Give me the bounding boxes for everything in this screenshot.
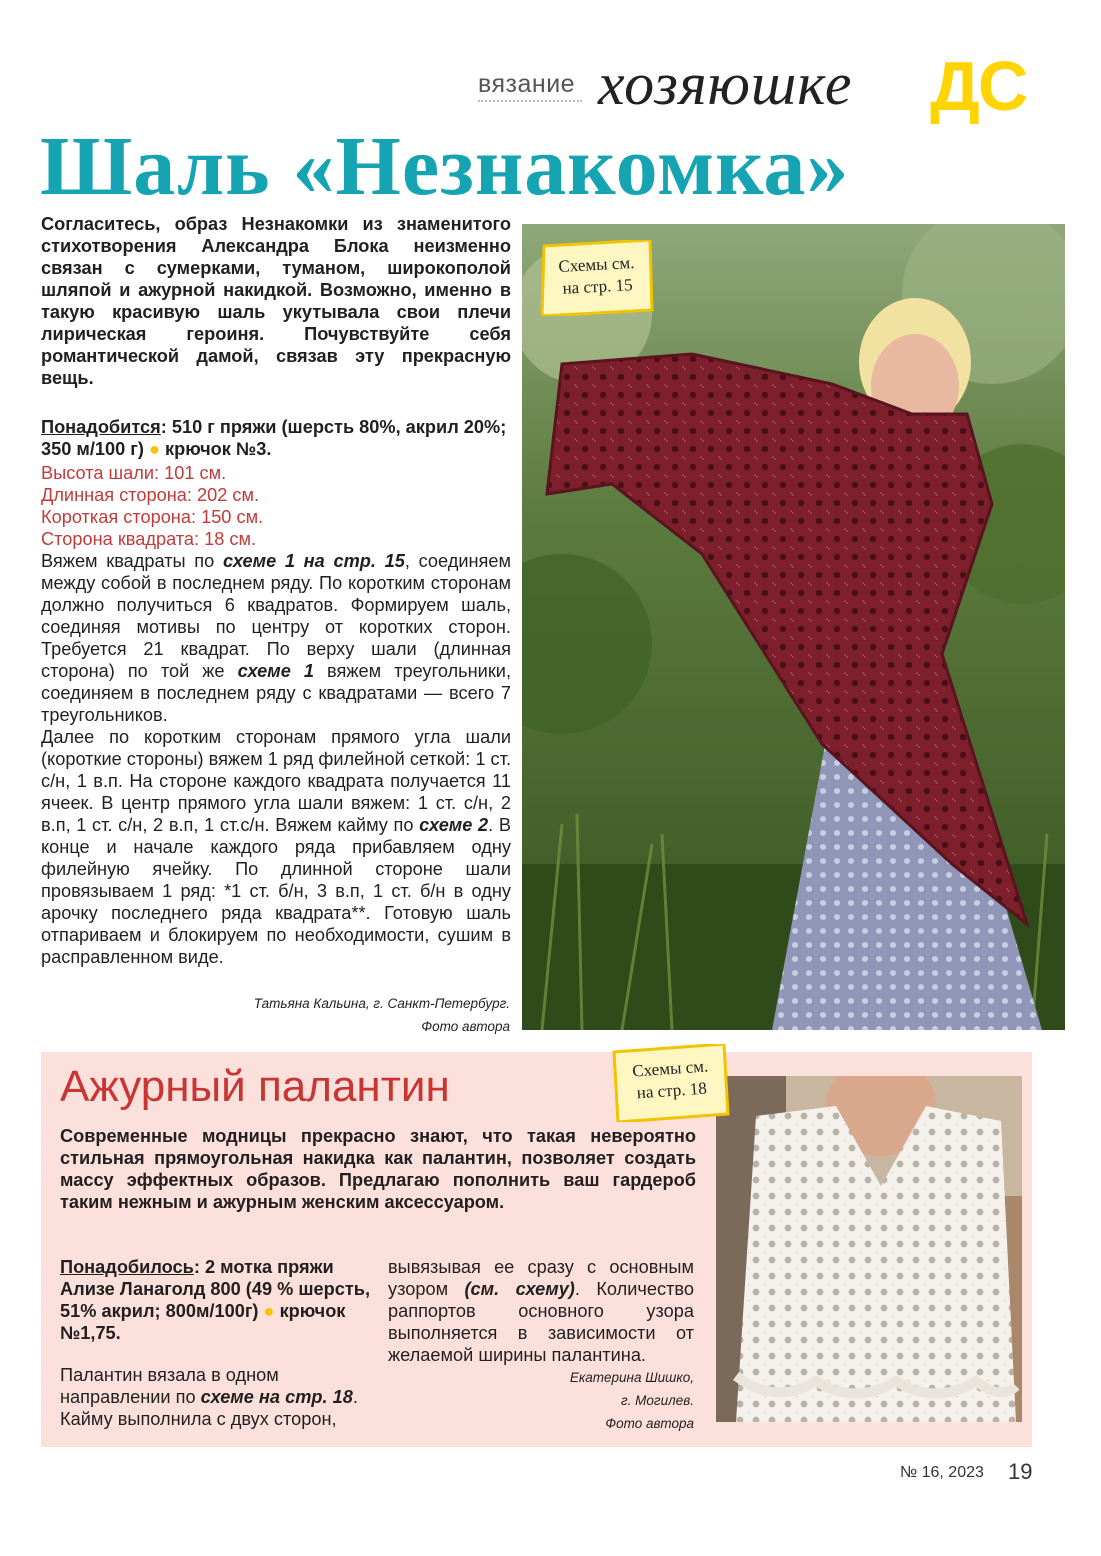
scheme-reference: схеме 2: [419, 815, 489, 835]
hook-text: крючок №1,75.: [60, 1301, 346, 1343]
wrap-photo: [716, 1076, 1022, 1422]
dimensions-list: [41, 462, 511, 550]
badge-line: Схемы см.: [557, 253, 635, 276]
materials-list: [41, 416, 511, 460]
author-name: Татьяна Кальина, г. Санкт-Петербург.: [253, 996, 510, 1011]
scheme-reference: схеме 1 на стр. 15: [222, 551, 405, 571]
badge-line: на стр. 15: [562, 275, 634, 298]
dimension-item: Сторона квадрата: 18 см.: [41, 529, 257, 549]
section-underline: [478, 100, 582, 102]
photo-credit: Фото автора: [421, 1019, 510, 1034]
instructions-paragraph: Вяжем квадраты по схеме 1 на стр. 15, соединяем между собой в последнем ряду. По коротким сторонам должно получиться 6 квадратов. Формируем шаль, соединяя мотивы по центру от коротких сторон. Требуется 21 квадрат. По верху шали (длинная сторона) по той же схеме 1 вяжем треугольники, соединяем в последнем ряду с квадратами — всего 7 треугольников.: [41, 551, 512, 725]
author-credit: [150, 992, 510, 1038]
instructions-paragraph: Далее по коротким сторонам прямого угла шали (короткие стороны) вяжем 1 ряд филейной сеткой: 1 ст. с/н, 1 в.п. На стороне каждого квадрата получается 11 ячеек. В центр прямого угла шали вяжем: 1 ст. с/н, 2 в.п, 1 ст. с/н, 2 в.п, 1 ст.с/н. Вяжем кайму по схеме 2. В конце и начале каждого ряда прибавляем одну филейную ячейку. По длинной стороне шали провязываем 1 ряд: *1 ст. б/н, 3 в.п, 1 ст. б/н в одну арочку последнего ряда квадрата**. Готовую шаль отпариваем и блокируем по необходимости, сушим в расправленном виде.: [41, 727, 511, 967]
brand-logo: ДС: [930, 47, 1027, 125]
dimension-item: Короткая сторона: 150 см.: [41, 507, 264, 527]
dimension-item: Высота шали: 101 см.: [41, 463, 227, 483]
author-name: Екатерина Шишко,: [569, 1370, 694, 1385]
page-number: 19: [1008, 1459, 1033, 1484]
article-intro: Согласитесь, образ Незнакомки из знаменитого стихотворения Александра Блока неизменно связан с сумерками, туманом, широкополой шляпой и ажурной накидкой. Возможно, именно в такую красивую шаль укутывала свои плечи лирическая героиня. Почувствуйте себя романтической дамой, связав эту прекрасную вещь.: [41, 214, 511, 388]
scheme-reference: схеме 1: [237, 661, 314, 681]
article-title: Ажурный палантин: [60, 1062, 450, 1111]
section-label: вязание: [478, 70, 576, 98]
instructions-body: [41, 550, 511, 968]
issue-number: № 16, 2023: [900, 1464, 984, 1481]
badge-line: Схемы см.: [631, 1056, 709, 1081]
materials-label: Понадобилось: [60, 1257, 194, 1277]
photo-credit: Фото автора: [605, 1416, 694, 1431]
instructions-body: вывязывая ее сразу с основным узором (см. схему). Количество раппортов основного узора выполняется в зависимости от желаемой ширины палантина.: [388, 1257, 695, 1365]
dimension-item: Длинная сторона: 202 см.: [41, 485, 260, 505]
author-city: г. Могилев.: [621, 1393, 694, 1408]
materials-text: : 2 мотка пряжи Ализе Ланаголд 800 (49 % шерсть, 51% акрил; 800м/100г): [60, 1257, 371, 1321]
bullet-dot-icon: ●: [263, 1301, 275, 1321]
instructions-body: Палантин вязала в одном направлении по схеме на стр. 18. Кайму выполнила с двух сторон,: [60, 1365, 358, 1429]
rubric-title: хозяюшке: [598, 51, 853, 117]
scheme-reference: (см. схему): [464, 1279, 575, 1299]
scheme-badge: [612, 1044, 730, 1122]
materials-text: : 510 г пряжи (шерсть 80%, акрил 20%; 350 м/100 г): [41, 417, 507, 459]
materials-list: [60, 1256, 370, 1344]
scheme-badge: [540, 240, 654, 316]
bullet-dot-icon: ●: [149, 439, 160, 459]
author-credit: [388, 1366, 694, 1435]
hook-text: крючок №3.: [160, 439, 272, 459]
badge-line: на стр. 18: [636, 1078, 708, 1103]
materials-label: Понадобится: [41, 417, 161, 437]
scheme-reference: схеме на стр. 18: [200, 1387, 353, 1407]
article-intro: Современные модницы прекрасно знают, что такая невероятно стильная прямоугольная накидка как палантин, позволяет создать массу эффектных образов. Предлагаю пополнить ваш гардероб таким нежным и ажурным женским аксессуаром.: [60, 1126, 696, 1212]
article-title: Шаль «Незнакомка»: [40, 120, 850, 213]
shawl-photo: [522, 224, 1065, 1030]
